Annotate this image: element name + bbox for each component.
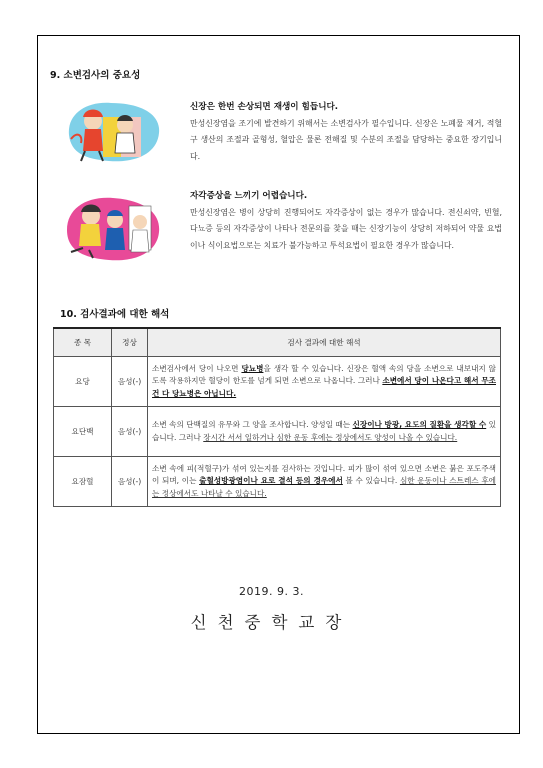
row-normal-value: 음성(-) bbox=[112, 357, 148, 407]
text: 소변검사에서 당이 나오면 bbox=[152, 363, 242, 373]
table-header-row bbox=[54, 328, 501, 357]
table-row-urine-protein bbox=[54, 407, 501, 457]
column-header-interpretation: 검사 결과에 대한 해석 bbox=[148, 328, 501, 357]
row-interpretation bbox=[148, 407, 501, 457]
text: 소변 속의 단백질의 유무와 그 양을 조사합니다. 양성일 때는 bbox=[152, 420, 353, 429]
item-2-body: 만성신장염은 병이 상당히 진행되어도 자각증상이 없는 경우가 많습니다. 전신쇠약, 빈혈, 다뇨증 등의 자각증상이 나타나 전문의를 찾을 때는 신장기능이 상당히 저하되어 약물 요법이나 식이요법으로는 치료가 불가능하고 투석요법이 필요한 경우가 많습니다. bbox=[190, 207, 502, 250]
text: 볼 수 있습니다. bbox=[342, 476, 400, 486]
column-header-normal: 정상 bbox=[112, 328, 148, 357]
table-row-urine-glucose bbox=[54, 357, 501, 407]
section-9-item-2 bbox=[190, 188, 502, 254]
section-9-heading: 9. 소변검사의 중요성 bbox=[50, 70, 141, 81]
text: 있습니다. 그러나 bbox=[152, 420, 496, 442]
section-9-item-1 bbox=[190, 99, 502, 165]
underlined-text: 장시간 서서 일하거나 심한 운동 후에는 정상에서도 양성이 나올 수 있습니다. bbox=[203, 432, 458, 442]
emphasis: 소변에서 당이 나온다고 해서 무조건 다 당뇨병은 아닙니다. bbox=[152, 376, 496, 398]
school-principal-signature-line: 신천중학교장 bbox=[190, 613, 353, 632]
row-normal-value: 음성(-) bbox=[112, 407, 148, 457]
issue-date: 2019. 9. 3. bbox=[239, 585, 304, 598]
row-normal-value: 음성(-) bbox=[112, 457, 148, 507]
row-interpretation bbox=[148, 457, 501, 507]
emphasis: 출혈성방광염이나 요로 결석 등의 경우에서 bbox=[199, 476, 343, 486]
item-2-lead: 자각증상을 느끼기 어렵습니다. bbox=[190, 191, 308, 201]
table-row-urine-occult-blood bbox=[54, 457, 501, 507]
kidney-characters-illustration-1 bbox=[63, 95, 165, 167]
underlined-text: 심한 운동이나 스트레스 후에는 정상에서도 나타날 수 있습니다. bbox=[152, 476, 496, 498]
item-1-body: 만성신장염을 조기에 발견하기 위해서는 소변검사가 필수입니다. 신장은 노폐물 제거, 적혈구 생산의 조절과 골형성, 혈압은 물론 전해질 및 수분의 조절을 담당하는 중요한 장기입니다. bbox=[190, 118, 502, 161]
item-1-lead: 신장은 한번 손상되면 재생이 힘듭니다. bbox=[190, 102, 339, 112]
kidney-characters-illustration-2 bbox=[63, 192, 165, 264]
row-interpretation bbox=[148, 357, 501, 407]
row-name: 요잠혈 bbox=[54, 457, 112, 507]
row-name: 요단백 bbox=[54, 407, 112, 457]
text: 소변 속에 피(적혈구)가 섞여 있는지를 검사하는 것입니다. 피가 많이 섞여 있으면 소변은 붉은 포도주색이 되며, 이는 bbox=[152, 463, 496, 486]
emphasis: 신장이나 방광, 요도의 질환을 생각할 수 bbox=[352, 420, 487, 429]
column-header-item: 종 목 bbox=[54, 328, 112, 357]
row-name: 요당 bbox=[54, 357, 112, 407]
text: 을 생각 할 수 있습니다. 신장은 혈액 속의 당을 소변으로 내보내지 않도록 작용하지만 혈당이 한도를 넘게 되면 소변으로 나옵니다. 그러나 bbox=[152, 363, 496, 386]
section-10-heading: 10. 검사결과에 대한 해석 bbox=[60, 309, 170, 320]
emphasis: 당뇨병 bbox=[241, 363, 264, 373]
results-table bbox=[53, 327, 501, 507]
